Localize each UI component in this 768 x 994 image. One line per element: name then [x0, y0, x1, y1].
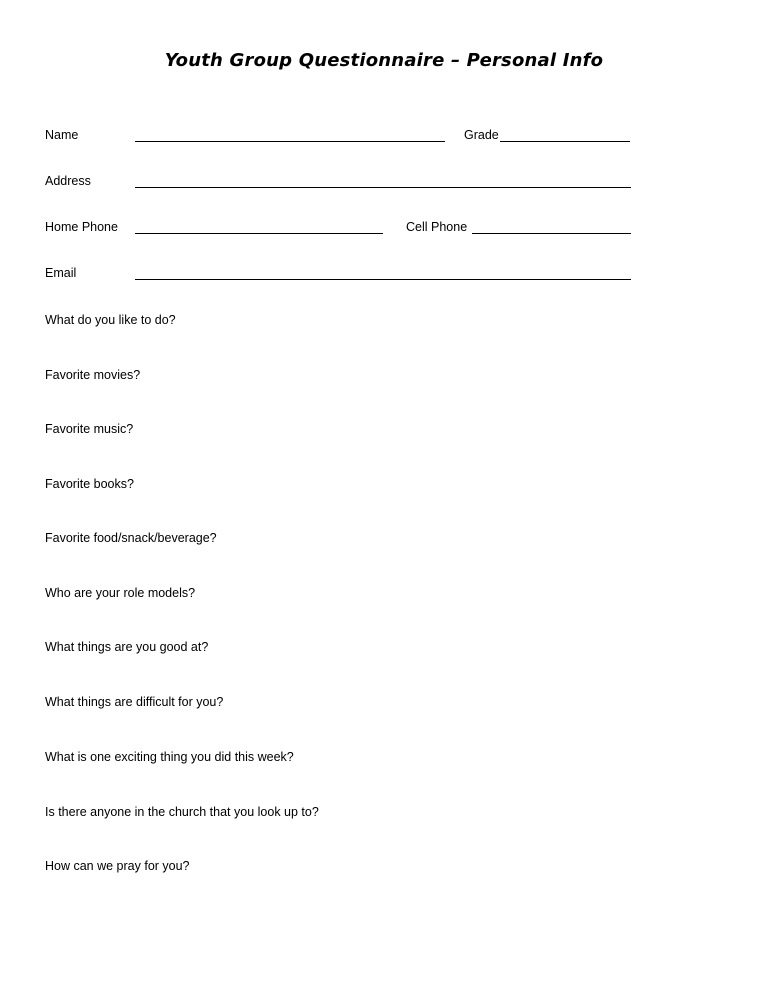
- page-title: Youth Group Questionnaire – Personal Info: [164, 50, 604, 71]
- name-grade-row: [45, 128, 645, 148]
- name-label: Name: [45, 128, 79, 142]
- question-difficult: What things are difficult for you?: [45, 695, 224, 709]
- question-good-at: What things are you good at?: [45, 640, 209, 654]
- grade-label: Grade: [464, 128, 499, 142]
- address-label: Address: [45, 174, 91, 188]
- email-label: Email: [45, 266, 77, 280]
- cell-phone-field[interactable]: [472, 233, 631, 234]
- name-field[interactable]: [135, 141, 445, 142]
- question-role-models: Who are your role models?: [45, 586, 196, 600]
- phone-row: [45, 220, 645, 240]
- home-phone-label: Home Phone: [45, 220, 118, 234]
- home-phone-field[interactable]: [135, 233, 383, 234]
- grade-field[interactable]: [500, 141, 630, 142]
- email-row: [45, 266, 645, 286]
- question-exciting-thing: What is one exciting thing you did this week?: [45, 750, 294, 764]
- question-favorite-music: Favorite music?: [45, 422, 134, 436]
- question-favorite-food: Favorite food/snack/beverage?: [45, 531, 217, 545]
- question-favorite-movies: Favorite movies?: [45, 368, 141, 382]
- question-look-up-to: Is there anyone in the church that you look up to?: [45, 805, 319, 819]
- email-field[interactable]: [135, 279, 631, 280]
- question-pray-for-you: How can we pray for you?: [45, 859, 190, 873]
- question-like-to-do: What do you like to do?: [45, 313, 176, 327]
- address-field[interactable]: [135, 187, 631, 188]
- question-favorite-books: Favorite books?: [45, 477, 134, 491]
- address-row: [45, 174, 645, 194]
- cell-phone-label: Cell Phone: [406, 220, 468, 234]
